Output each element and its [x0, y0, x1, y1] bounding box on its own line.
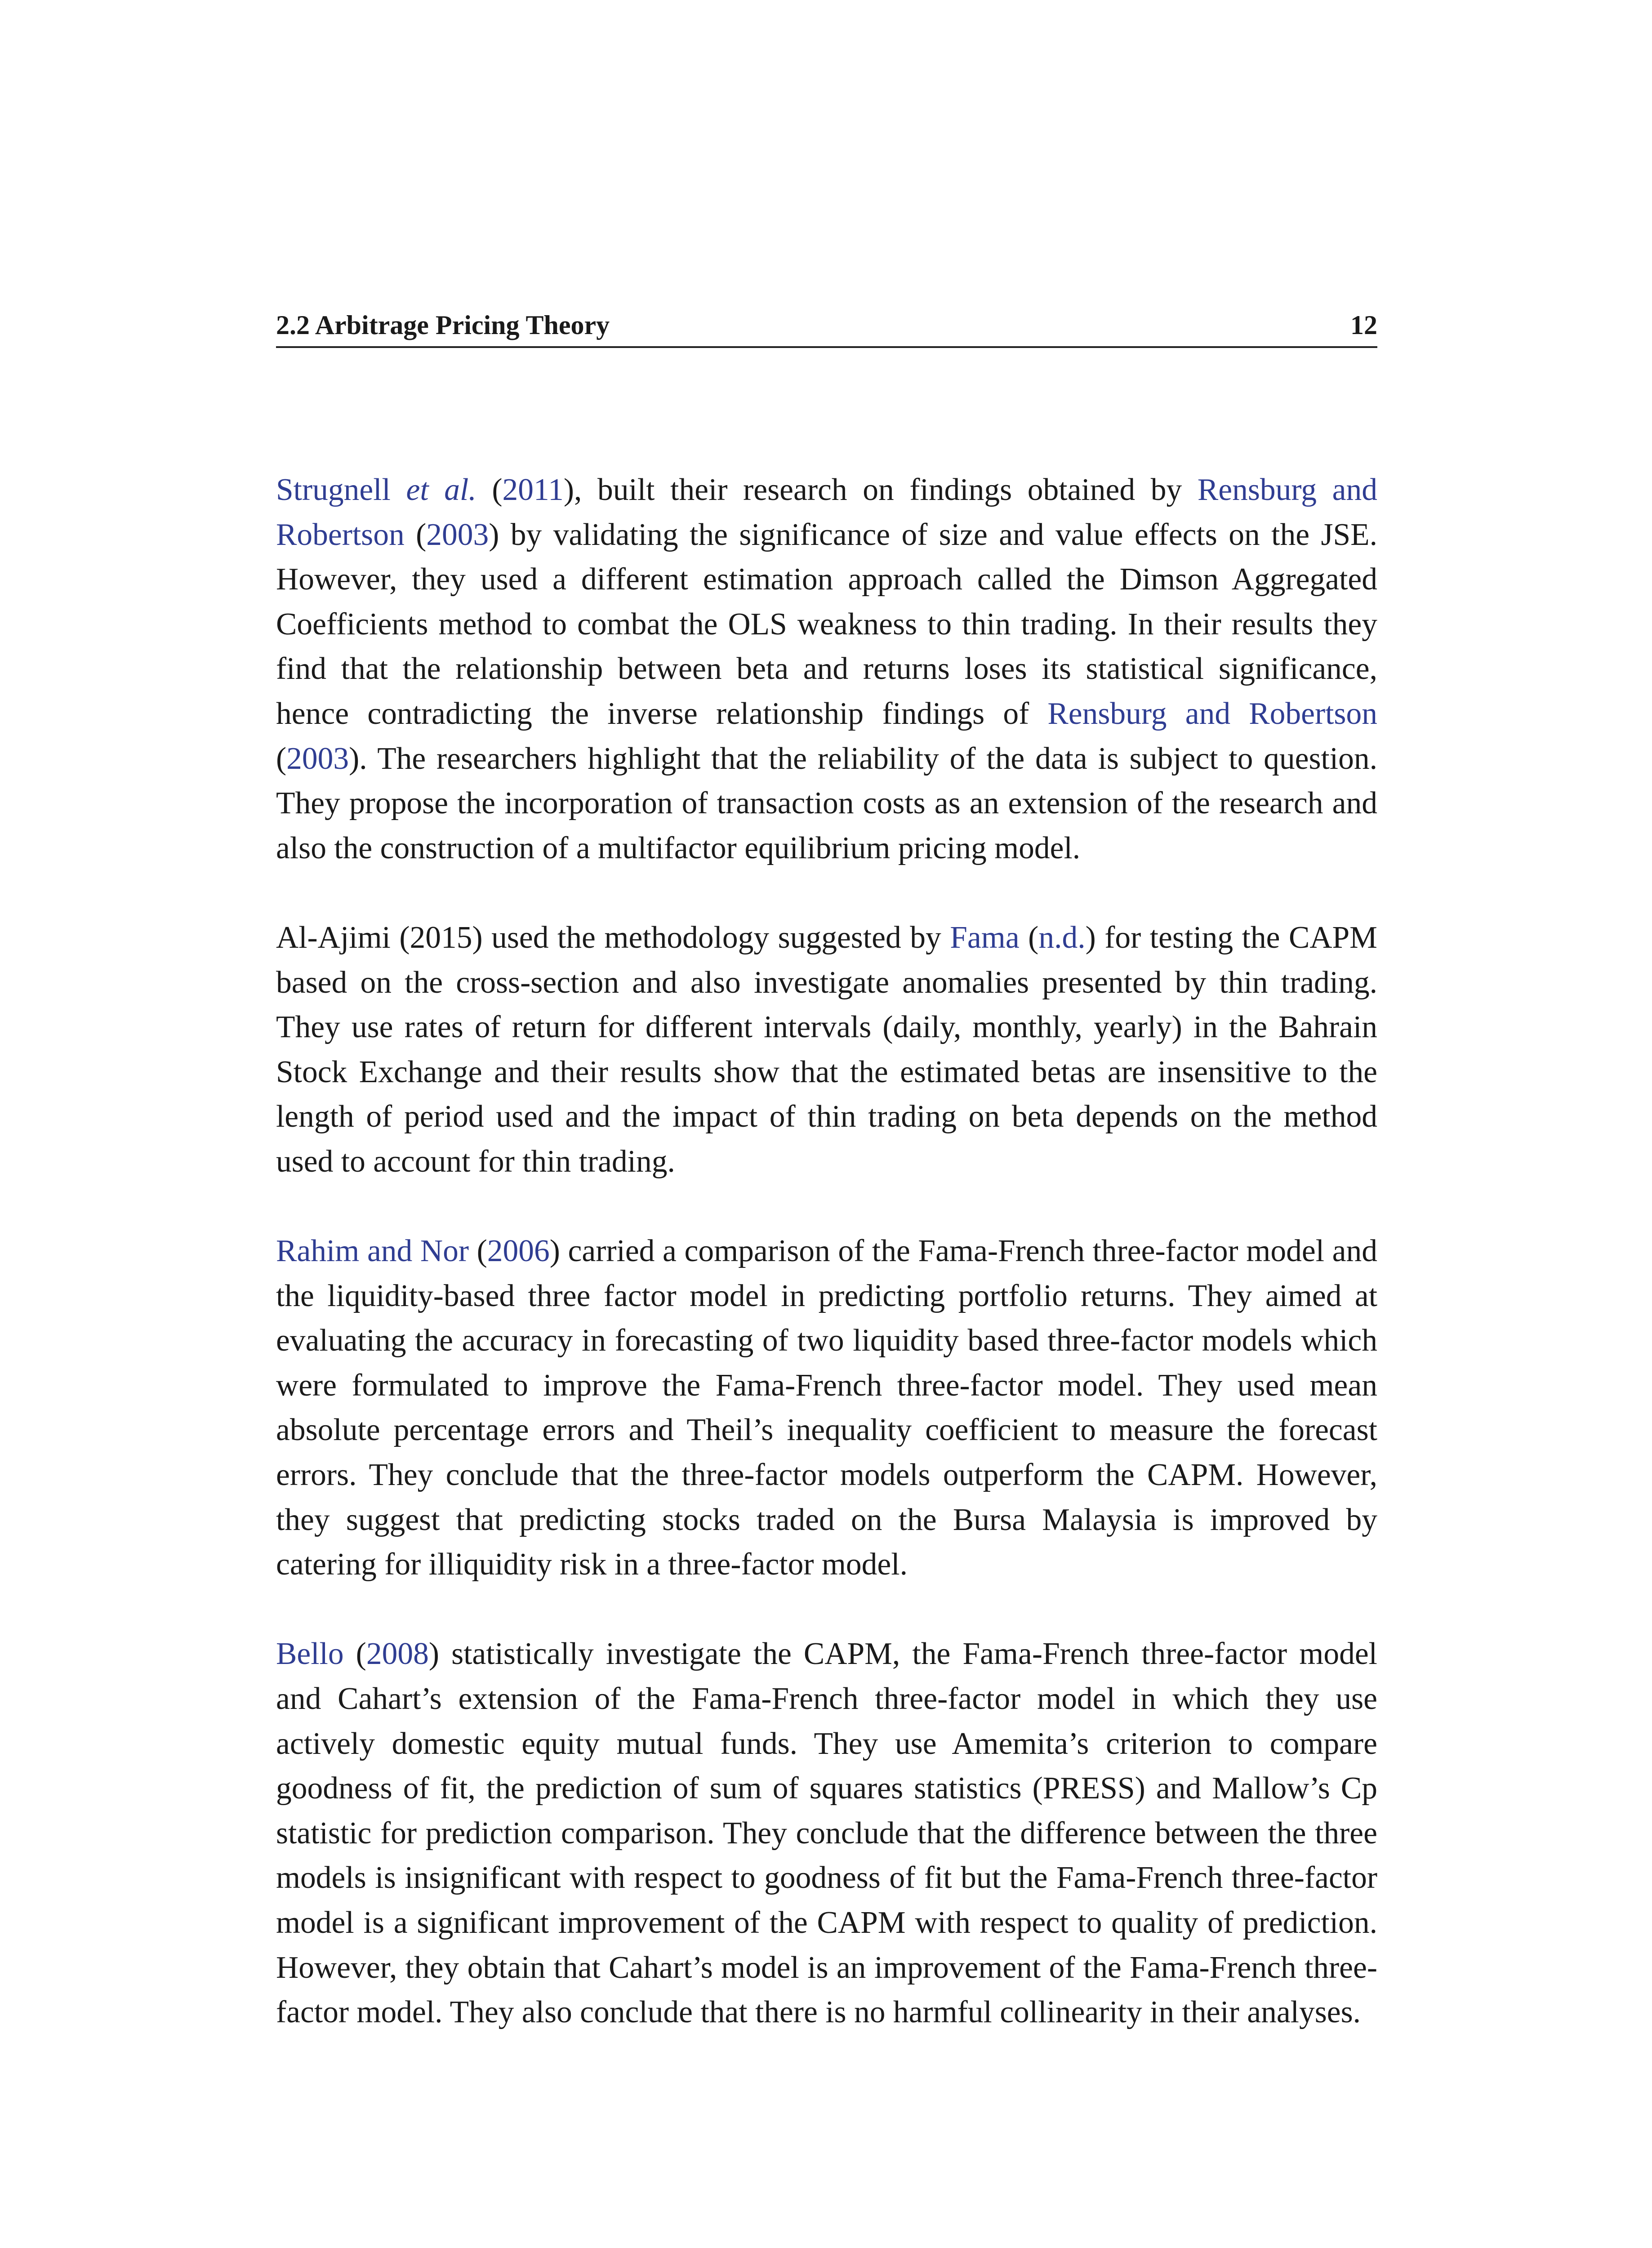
- citation-paren: (: [469, 1234, 487, 1269]
- paragraph-text: ) carried a comparison of the Fama-French three-factor model and the liquidity-based three factor model in predicting portfolio returns. They aimed at evaluating the accuracy in forecasting of two liquidity based three-factor models which were formulated to improve the Fama-French three-factor model. They used mean absolute percentage errors and Theil’s inequality coefficient to measure the forecast errors. They conclude that the three-factor models outperform the CAPM. However, they suggest that predicting stocks traded on the Bursa Malaysia is improved by catering for illiquidity risk in a three-factor model.: [276, 1234, 1377, 1582]
- citation-link[interactable]: [276, 473, 476, 507]
- paragraph-1: [276, 468, 1377, 870]
- citation-year-link[interactable]: 2008: [366, 1637, 429, 1672]
- citation-paren: (: [343, 1637, 366, 1672]
- citation-year-link[interactable]: 2011: [502, 473, 564, 507]
- citation-link[interactable]: Fama: [950, 920, 1020, 955]
- paragraph-text: ), built their research on findings obtained by: [563, 473, 1198, 507]
- section-title: 2.2 Arbitrage Pricing Theory: [276, 310, 610, 340]
- citation-paren: (: [404, 517, 427, 552]
- paragraph-text: ) by validating the significance of size and value effects on the JSE. However, they used a different estimation approach called the Dimson Aggregated Coefficients method to combat the OLS weakness to thin trading. In their results they find that the relationship between beta and returns loses its statistical significance, hence contradicting the inverse relationship findings of: [276, 517, 1377, 731]
- paragraph-text: Al-Ajimi (2015) used the methodology suggested by: [276, 920, 950, 955]
- paragraph-3: [276, 1229, 1377, 1587]
- citation-link[interactable]: Rahim and Nor: [276, 1234, 469, 1269]
- citation-link[interactable]: Rensburg and Robertson: [1047, 696, 1377, 731]
- citation-year-link[interactable]: 2003: [286, 741, 349, 776]
- page-number: 12: [1350, 310, 1377, 340]
- body-text: [276, 468, 1377, 2035]
- citation-author: Strugnell: [276, 473, 391, 507]
- paragraph-2: [276, 915, 1377, 1184]
- citation-paren: (: [476, 473, 503, 507]
- citation-link[interactable]: Bello: [276, 1637, 344, 1672]
- citation-link[interactable]: Rensburg and Robertson: [276, 473, 1377, 552]
- citation-paren: (: [276, 741, 287, 776]
- paragraph-text: ) for testing the CAPM based on the cross-section and also investigate anomalies presented by thin trading. They use rates of return for different intervals (daily, monthly, yearly) in the Bahrain Stock Exchange and their results show that the estimated betas are insensitive to the length of period used and the impact of thin trading on beta depends on the method used to account for thin trading.: [276, 920, 1377, 1179]
- citation-et-al: et al.: [406, 473, 476, 507]
- citation-year-link[interactable]: 2003: [426, 517, 489, 552]
- citation-year-link[interactable]: n.d.: [1038, 920, 1086, 955]
- running-header: [276, 308, 1377, 348]
- citation-paren: (: [1019, 920, 1039, 955]
- citation-year-link[interactable]: 2006: [487, 1234, 550, 1269]
- paragraph-text: ). The researchers highlight that the reliability of the data is subject to question. They propose the incorporation of transaction costs as an extension of the research and also the construction of a multifactor equilibrium pricing model.: [276, 741, 1377, 865]
- paragraph-4: [276, 1632, 1377, 2034]
- paragraph-text: ) statistically investigate the CAPM, the Fama-French three-factor model and Cahart’s extension of the Fama-French three-factor model in which they use actively domestic equity mutual funds. They use Amemita’s criterion to compare goodness of fit, the prediction of sum of squares statistics (PRESS) and Mallow’s Cp statistic for prediction comparison. They conclude that the difference between the three models is insignificant with respect to goodness of fit but the Fama-French three-factor model is a significant improvement of the CAPM with respect to quality of prediction. However, they obtain that Cahart’s model is an improvement of the Fama-French three-factor model. They also conclude that there is no harmful collinearity in their analyses.: [276, 1637, 1377, 2030]
